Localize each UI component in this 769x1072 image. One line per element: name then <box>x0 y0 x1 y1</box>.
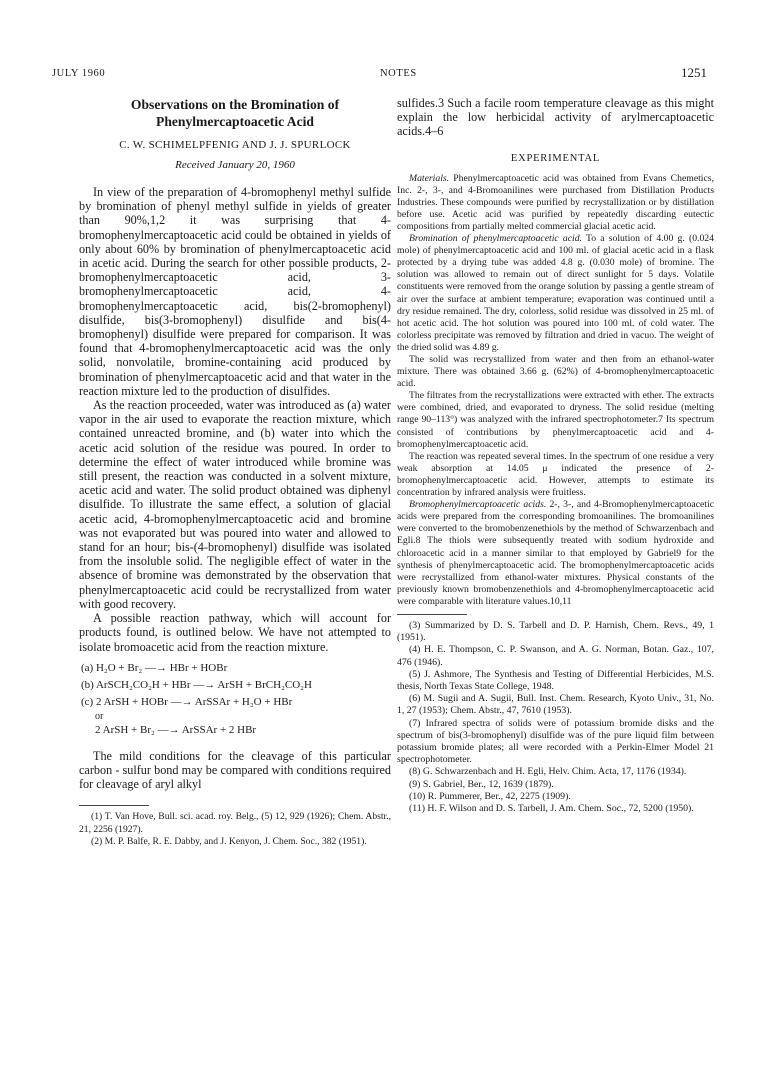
footnote-2: (2) M. P. Balfe, R. E. Dabby, and J. Kenyon, J. Chem. Soc., 382 (1951). <box>91 835 367 847</box>
paragraph-recrystallized: The solid was recrystallized from water and then from an ethanol-water mixture. There was obtained 3.66 g. (62%) of 4-bromophenylmercaptoacetic acid. <box>397 354 714 390</box>
materials-text: Phenylmercaptoacetic acid was obtained from Evans Chemetics, Inc. 2-, 3-, and 4-Bromoanilines were purchased from Distillation Products Industries. These compounds were purified by recrystallization or by distillation before use. Acetic acid was purified by repeatedly discarding eutectic compositions from partially melted commercial glacial acetic acid. <box>397 172 714 232</box>
paragraph-intro: In view of the preparation of 4-bromophenyl methyl sulfide by bromination of phenyl methyl sulfide in yields of greater than 90%,1,2 it was surprising that 4-bromophenylmercaptoacetic acid could be obtained in yields of only about 60% by bromination of phenylmercaptoacetic acid in acetic acid. During the search for other possible products, 2-bromophenylmercaptoacetic acid, 3-bromophenylmercaptoacetic acid, 4-bromophenylmercaptoacetic acid, bis(2-bromophenyl) disulfide, bis(3-bromophenyl) disulfide and bis(4-bromophenyl) disulfide were prepared for comparison. It was found that 4-bromophenylmercaptoacetic acid was the only solid, nonvolatile, bromine-containing acid produced by bromination of phenylmercaptoacetic acid and that water in the reaction mixture led to the production of disulfides. <box>79 185 391 398</box>
section-heading-experimental: EXPERIMENTAL <box>510 152 601 164</box>
reference-11: (11) H. F. Wilson and D. S. Tarbell, J. Am. Chem. Soc., 72, 5200 (1950). <box>409 803 694 815</box>
bromophenyl-text: 2-, 3-, and 4-Bromophenylmercaptoacetic acids were prepared from the corresponding bromoanilines. The bromoanilines were converted to the bromobenzenethiols by the method of Schwarzenbach and Egli.8 The thiols were subsequently treated with sodium hydroxide and chloroacetic acid in a manner similar to that employed by Gabriel9 for the synthesis of phenylmercaptoacetic acid. The bromophenylmercaptoacetic acids were recrystallized from ethanol-water mixtures. Physical constants of the previously known bromobenzenethiols and 4-bromophenylmercaptoacetic acid were comparable with literature values.10,11 <box>397 499 714 607</box>
bromophenyl-heading: Bromophenylmercaptoacetic acids. <box>409 499 547 511</box>
page-number: 1251 <box>681 65 707 80</box>
footnote-1: (1) T. Van Hove, Bull. sci. acad. roy. Belg., (5) 12, 929 (1926); Chem. Abstr., 21, 2256 (1927). <box>79 811 391 835</box>
reference-3: (3) Summarized by D. S. Tarbell and D. P. Harnish, Chem. Revs., 49, 1 (1951). <box>397 619 714 644</box>
reference-9: (9) S. Gabriel, Ber., 12, 1639 (1879). <box>409 778 554 790</box>
equation-a: (a) H₂O + Br₂ —→ HBr + HOBr <box>81 661 228 674</box>
equation-c: (c) 2 ArSH + HOBr —→ ArSSAr + H₂O + HBr <box>81 695 293 708</box>
paragraph-pathway: A possible reaction pathway, which will account for products found, is outlined below. We have not attempted to isolate bromoacetic acid from the reaction mixture. <box>79 611 391 654</box>
bromination-text: To a solution of 4.00 g. (0.024 mole) of phenylmercaptoacetic acid and 100 ml. of glacial acetic acid in a flask protected by a drying tube was added 4.8 g. (0.030 mole) of bromine. The solution was allowed to remain out of direct sunlight for 5 days. Volatile constituents were removed from the orange solution by passing a gentle stream of air over the surface at ambient temperature; evaporation was continued until a dry residue remained. The dry, colorless, solid residue was dissolved in 25 ml. of hot acetic acid. The hot solution was poured into 100 ml. of cold water. The colorless precipitate was removed by filtration and dried in vacuo. The weight of the dried solid was 4.89 g. <box>397 233 714 353</box>
reference-6: (6) M. Sugii and A. Sugii, Bull. Inst. Chem. Research, Kyoto Univ., 31, No. 1, 27 (1953); Chem. Abstr., 47, 7610 (1953). <box>397 693 714 717</box>
bromination-heading: Bromination of phenylmercaptoacetic acid. <box>409 233 582 245</box>
article-title: Observations on the Bromination of Phenylmercaptoacetic Acid <box>130 97 340 129</box>
reference-10: (10) R. Pummerer, Ber., 42, 2275 (1909). <box>409 790 571 802</box>
paragraph-water: As the reaction proceeded, water was introduced as (a) water vapor in the air used to evaporate the reaction mixture, which contained unreacted bromine, and (b) water into which the acetic acid solution of the residue was poured. In order to determine the effect of water introduced while bromine was still present, the reaction was conducted in a solvent mixture, acetic acid and water. The solid product obtained was diphenyl disulfide. To illustrate the same effect, a solution of glacial acetic acid, 4-bromophenylmercaptoacetic acid and bromine was not evaporated but was poured into water and allowed to stand for an hour; bis-(4-bromophenyl) disulfide was isolated from the insoluble solid. The negligible effect of water in the absence of bromine was demonstrated by the observation that phenylmercaptoacetic acid could be recrystallized from water with good recovery. <box>79 398 391 611</box>
materials-heading: Materials. <box>409 172 450 184</box>
reference-8: (8) G. Schwarzenbach and H. Egli, Helv. Chim. Acta, 17, 1176 (1934). <box>409 766 687 778</box>
equation-b: (b) ArSCH₂CO₂H + HBr —→ ArSH + BrCH₂CO₂H <box>81 678 312 691</box>
paragraph-bromination <box>397 233 714 354</box>
paragraph-filtrates: The filtrates from the recrystallizations were extracted with ether. The extracts were combined, dried, and evaporated to dryness. The solid residue (melting range 90–113°) was analyzed with the infrared spectrophotometer.7 Its spectrum consisted of contributions by phenylmercaptoacetic acid and 4-bromophenylmercaptoacetic acid. <box>397 390 714 450</box>
paragraph-repeated: The reaction was repeated several times. In the spectrum of one residue a very weak absorption at 14.05 μ indicated the presence of 2-bromophenylmercaptoacetic acid. However, attempts to estimate its concentration by infrared analysis were fruitless. <box>397 450 714 499</box>
paragraph-mild-conditions: The mild conditions for the cleavage of this particular carbon - sulfur bond may be compared with conditions required for cleavage of aryl alkyl <box>79 748 391 792</box>
article-authors: C. W. SCHIMELPFENIG AND J. J. SPURLOCK <box>119 139 351 151</box>
paragraph-continued: sulfides.3 Such a facile room temperature cleavage as this might explain the low herbicidal activity of arylmercaptoacetic acids.4–6 <box>397 96 714 139</box>
footnote-divider <box>79 805 149 806</box>
reference-5: (5) J. Ashmore, The Synthesis and Testing of Differential Herbicides, M.S. thesis, North Texas State College, 1948. <box>397 668 714 692</box>
reference-7: (7) Infrared spectra of solids were of potassium bromide disks and the spectrum of bis(3-bromophenyl) disulfide was of the pure liquid film between potassium bromide plates; all were recorded with a Perkin-Elmer Model 21 spectrophotometer. <box>397 717 714 766</box>
reaction-equations <box>79 660 391 739</box>
received-date: Received January 20, 1960 <box>175 159 295 171</box>
reference-4: (4) H. E. Thompson, C. P. Swanson, and A. G. Norman, Botan. Gaz., 107, 476 (1946). <box>397 644 714 668</box>
equation-c-alt: 2 ArSH + Br₂ —→ ArSSAr + 2 HBr <box>95 723 257 736</box>
equation-or: or <box>95 710 104 722</box>
paragraph-materials <box>397 173 714 233</box>
left-column <box>79 96 391 848</box>
paragraph-bromophenyl <box>397 499 714 608</box>
running-header-date: JULY 1960 <box>52 68 106 79</box>
right-column <box>397 96 714 815</box>
reference-divider <box>397 614 467 615</box>
running-header-section: NOTES <box>380 68 417 79</box>
